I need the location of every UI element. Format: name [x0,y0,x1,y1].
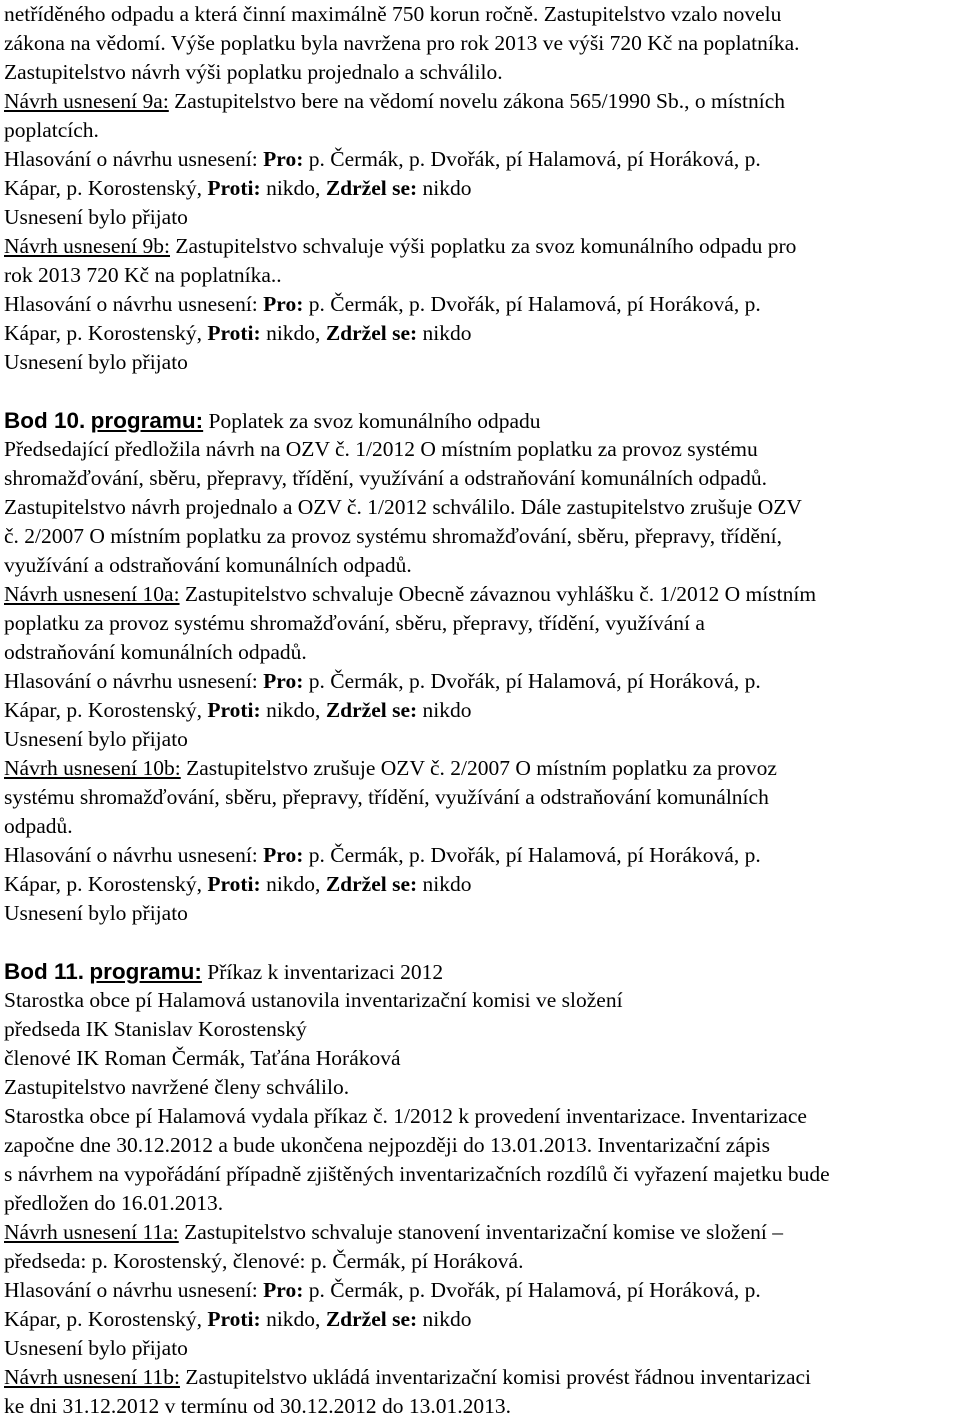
vote-names: Kápar, p. Korostenský, [4,321,208,345]
document-page [4,0,956,1421]
vote-result: Usnesení bylo přijato [4,1336,188,1360]
vote-prefix: Hlasování o návrhu usnesení: [4,292,264,316]
vote-line [4,290,956,319]
resolution-text: Zastupitelstvo schvaluje stanovení inventarizační komise ve složení – [178,1220,783,1244]
resolution-11a [4,1218,956,1247]
vote-pro-names: p. Čermák, p. Dvořák, pí Halamová, pí Horáková, p. [303,843,761,867]
vote-pro-label: Pro: [263,147,304,171]
vote-line [4,696,956,725]
vote-zdrzel-value: nikdo [417,1307,472,1331]
section-programu: programu: [90,408,204,433]
resolution-label: Návrh usnesení 11b: [4,1365,180,1389]
resolution-text: Zastupitelstvo ukládá inventarizační komisi provést řádnou inventarizaci [179,1365,812,1389]
spacer [4,377,956,406]
vote-line [4,174,956,203]
resolution-label: Návrh usnesení 11a: [4,1220,179,1244]
vote-proti-value: nikdo, [260,872,326,896]
text-line: Zastupitelstvo návrh projednalo a OZV č. 1/2012 schválilo. Dále zastupitelstvo zrušuje OZV [4,495,802,519]
vote-pro-label: Pro: [263,669,304,693]
vote-zdrzel-value: nikdo [417,176,472,200]
vote-zdrzel-value: nikdo [417,321,472,345]
resolution-10a [4,580,956,609]
text-line: netříděného odpadu a která činní maximálně 750 korun ročně. Zastupitelstvo vzalo novelu [4,2,782,26]
resolution-text: Zastupitelstvo zrušuje OZV č. 2/2007 O místním poplatku za provoz [180,756,777,780]
vote-pro-names: p. Čermák, p. Dvořák, pí Halamová, pí Horáková, p. [303,669,761,693]
resolution-text: Zastupitelstvo bere na vědomí novelu zákona 565/1990 Sb., o místních [168,89,786,113]
vote-line [4,1276,956,1305]
vote-result: Usnesení bylo přijato [4,727,188,751]
resolution-text: Zastupitelstvo schvaluje výši poplatku za svoz komunálního odpadu pro [170,234,797,258]
text-line: Předsedající předložila návrh na OZV č. 1/2012 O místním poplatku za provoz systému [4,437,758,461]
vote-prefix: Hlasování o návrhu usnesení: [4,669,264,693]
text-line: členové IK Roman Čermák, Taťána Horáková [4,1046,401,1070]
resolution-label: Návrh usnesení 9b: [4,234,170,258]
text-line: Starostka obce pí Halamová vydala příkaz č. 1/2012 k provedení inventarizace. Inventarizace [4,1104,807,1128]
section-heading-bod-11 [4,957,956,986]
vote-names: Kápar, p. Korostenský, [4,872,208,896]
section-heading-bod-10 [4,406,956,435]
vote-line [4,1305,956,1334]
text-line: poplatcích. [4,118,99,142]
section-title: Poplatek za svoz komunálního odpadu [203,409,541,433]
section-number: Bod 10. [4,408,86,433]
vote-pro-label: Pro: [263,843,304,867]
vote-proti-value: nikdo, [260,321,326,345]
resolution-11b [4,1363,956,1392]
text-line: využívání a odstraňování komunálních odpadů. [4,553,412,577]
vote-result: Usnesení bylo přijato [4,205,188,229]
section-title: Příkaz k inventarizaci 2012 [201,960,444,984]
vote-pro-names: p. Čermák, p. Dvořák, pí Halamová, pí Horáková, p. [303,147,761,171]
vote-proti-value: nikdo, [260,176,326,200]
vote-proti-label: Proti: [207,1307,261,1331]
text-line: předseda IK Stanislav Korostenský [4,1017,307,1041]
text-line: systému shromažďování, sběru, přepravy, třídění, využívání a odstraňování komunálních [4,785,769,809]
vote-pro-names: p. Čermák, p. Dvořák, pí Halamová, pí Horáková, p. [303,1278,761,1302]
resolution-label: Návrh usnesení 10b: [4,756,181,780]
text-line: Zastupitelstvo navržené členy schválilo. [4,1075,350,1099]
resolution-9a [4,87,956,116]
vote-zdrzel-label: Zdržel se: [325,1307,418,1331]
resolution-9b [4,232,956,261]
vote-names: Kápar, p. Korostenský, [4,1307,208,1331]
vote-proti-value: nikdo, [260,698,326,722]
vote-proti-label: Proti: [207,176,261,200]
vote-line [4,319,956,348]
vote-proti-label: Proti: [207,698,261,722]
vote-proti-label: Proti: [207,872,261,896]
text-line: rok 2013 720 Kč na poplatníka.. [4,263,282,287]
text-line: s návrhem na vypořádání případně zjištěných inventarizačních rozdílů či vyřazení majetku bude [4,1162,830,1186]
text-line: ke dni 31.12.2012 v termínu od 30.12.2012 do 13.01.2013. [4,1394,512,1418]
vote-result: Usnesení bylo přijato [4,901,188,925]
text-line: shromažďování, sběru, přepravy, třídění, využívání a odstraňování komunálních odpadů. [4,466,768,490]
vote-zdrzel-label: Zdržel se: [325,176,418,200]
vote-pro-names: p. Čermák, p. Dvořák, pí Halamová, pí Horáková, p. [303,292,761,316]
vote-zdrzel-label: Zdržel se: [325,872,418,896]
vote-proti-label: Proti: [207,321,261,345]
vote-line [4,667,956,696]
vote-line [4,870,956,899]
text-line: předseda: p. Korostenský, členové: p. Čermák, pí Horáková. [4,1249,524,1273]
spacer [4,928,956,957]
text-line: odpadů. [4,814,73,838]
vote-zdrzel-label: Zdržel se: [325,321,418,345]
vote-zdrzel-value: nikdo [417,698,472,722]
vote-proti-value: nikdo, [260,1307,326,1331]
text-line: Starostka obce pí Halamová ustanovila inventarizační komisi ve složení [4,988,623,1012]
vote-prefix: Hlasování o návrhu usnesení: [4,147,264,171]
text-line: odstraňování komunálních odpadů. [4,640,307,664]
text-line: předložen do 16.01.2013. [4,1191,224,1215]
text-line: poplatku za provoz systému shromažďování, sběru, přepravy, třídění, využívání a [4,611,705,635]
section-programu: programu: [89,959,202,984]
vote-pro-label: Pro: [263,1278,304,1302]
vote-names: Kápar, p. Korostenský, [4,698,208,722]
resolution-label: Návrh usnesení 9a: [4,89,169,113]
vote-zdrzel-label: Zdržel se: [325,698,418,722]
vote-prefix: Hlasování o návrhu usnesení: [4,1278,264,1302]
resolution-text: Zastupitelstvo schvaluje Obecně závaznou vyhlášku č. 1/2012 O místním [179,582,817,606]
vote-line [4,145,956,174]
vote-names: Kápar, p. Korostenský, [4,176,208,200]
vote-zdrzel-value: nikdo [417,872,472,896]
text-line: započne dne 30.12.2012 a bude ukončena nejpozději do 13.01.2013. Inventarizační zápis [4,1133,770,1157]
text-line: č. 2/2007 O místním poplatku za provoz systému shromažďování, sběru, přepravy, třídění, [4,524,782,548]
vote-line [4,841,956,870]
vote-result: Usnesení bylo přijato [4,350,188,374]
vote-prefix: Hlasování o návrhu usnesení: [4,843,264,867]
section-number: Bod 11. [4,959,85,984]
vote-pro-label: Pro: [263,292,304,316]
resolution-10b [4,754,956,783]
resolution-label: Návrh usnesení 10a: [4,582,180,606]
text-line: zákona na vědomí. Výše poplatku byla navržena pro rok 2013 ve výši 720 Kč na poplatníka. [4,31,800,55]
text-line: Zastupitelstvo návrh výši poplatku projednalo a schválilo. [4,60,503,84]
